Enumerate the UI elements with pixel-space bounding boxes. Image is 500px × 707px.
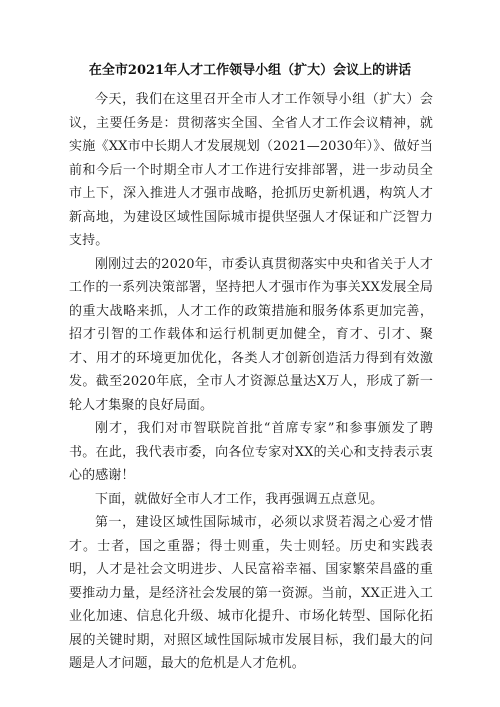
paragraph-thanks: 刚才，我们对市智联院首批“首席专家”和参事颁发了聘书。在此，我代表市委，向各位专家对XX的关心和支持表示衷心的感谢！: [69, 421, 433, 483]
document-body: [69, 88, 433, 676]
paragraph-opening: 今天，我们在这里召开全市人才工作领导小组（扩大）会议，主要任务是：贯彻落实全国、全省人才工作会议精神，就实施《XX市中长期人才发展规划（2021—2030年）》、做好当前和今后一个时期全市人才工作进行安排部署，进一步动员全市上下，深入推进人才强市战略，抢抓历史新机遇，构筑人才新高地，为建设区域性国际城市提供坚强人才保证和广泛智力支持。: [69, 92, 433, 248]
paragraph-transition: 下面，就做好全市人才工作，我再强调五点意见。: [95, 491, 384, 507]
paragraph-review-2020: 刚刚过去的2020年，市委认真贯彻落实中央和省关于人才工作的一系列决策部署，坚持把人才强市作为事关XX发展全局的重大战略来抓，人才工作的政策措施和服务体系更加完善，招才引智的工作载体和运行机制更加健全，育才、引才、聚才、用才的环境更加优化，各类人才创新创造活力得到有效激发。截至2020年底，全市人才资源总量达X万人，形成了新一轮人才集聚的良好局面。: [69, 256, 433, 413]
document-title: 在全市2021年人才工作领导小组（扩大）会议上的讲话: [88, 63, 412, 78]
paragraph-point-one: 第一，建设区域性国际城市，必须以求贤若渴之心爱才惜才。士者，国之重器；得士则重，失士则轻。历史和实践表明，人才是社会文明进步、人民富裕幸福、国家繁荣昌盛的重要推动力量，是经济社会发展的第一资源。当前，XX正进入工业化加速、信息化升级、城市化提升、市场化转型、国际化拓展的关键时期，对照区域性国际城市发展目标，我们最大的问题是人才问题，最大的危机是人才危机。: [69, 515, 433, 671]
